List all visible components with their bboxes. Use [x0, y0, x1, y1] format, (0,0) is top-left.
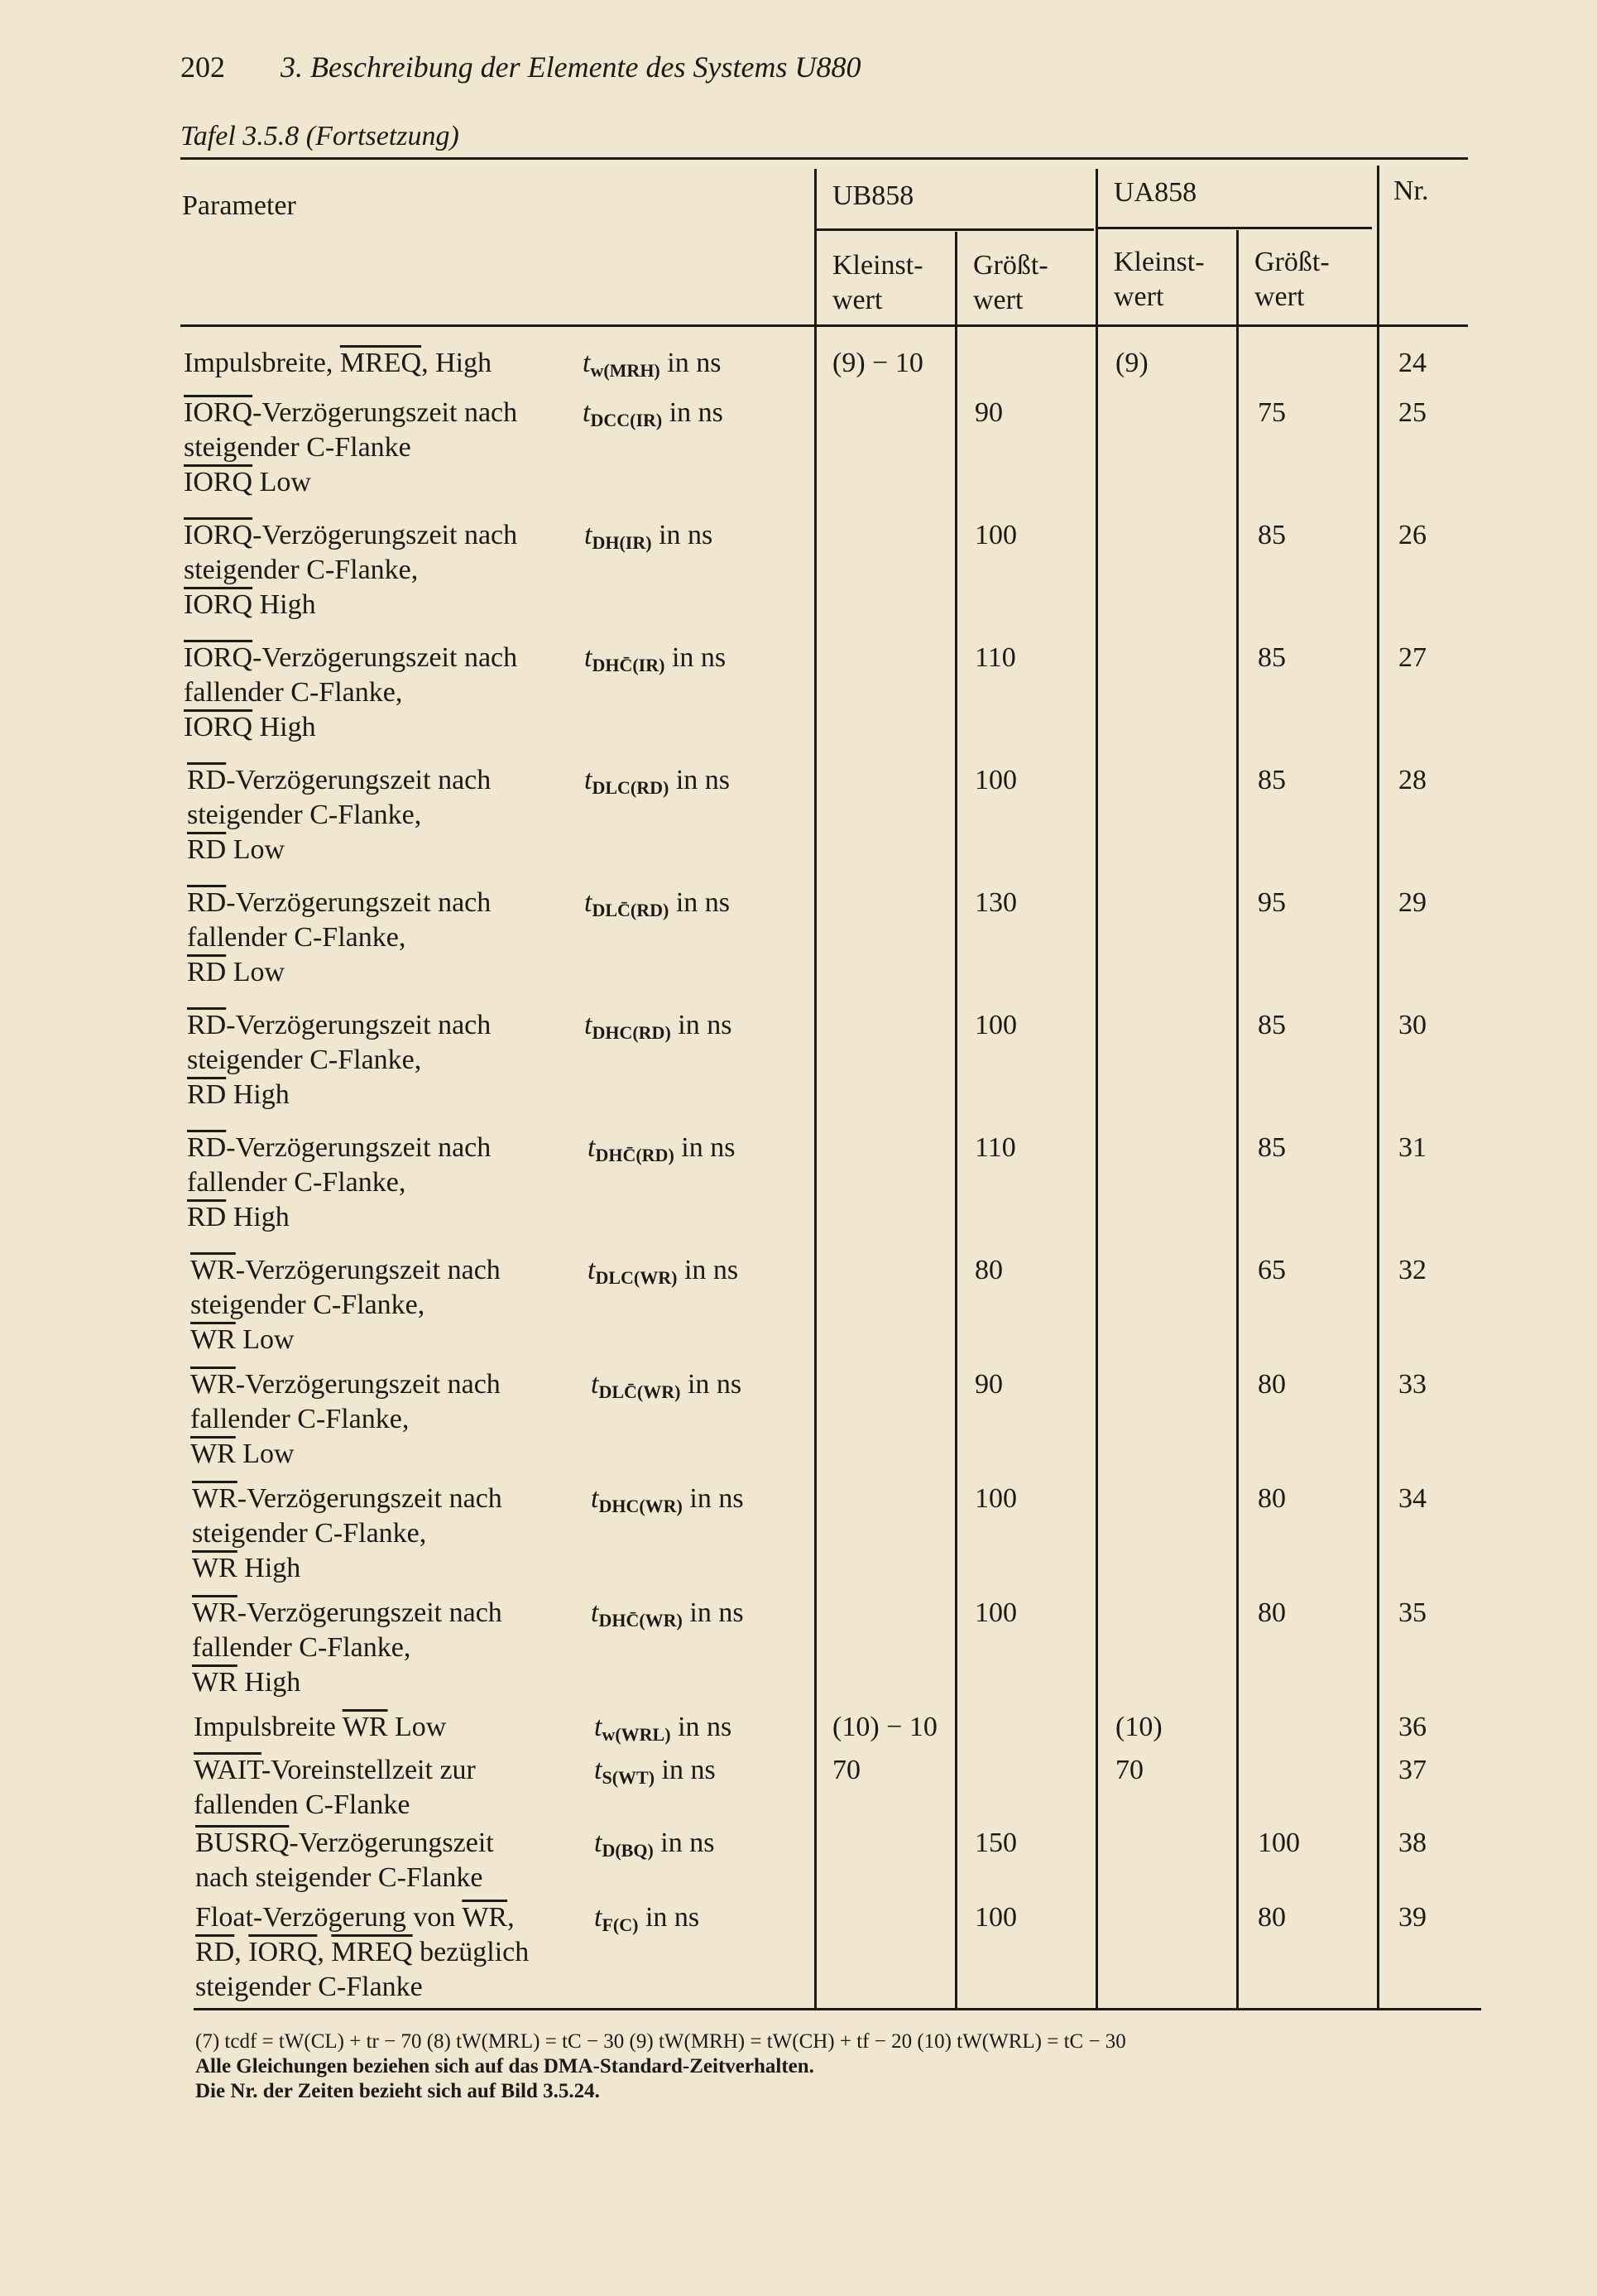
symbol-subscript: F(C): [602, 1914, 639, 1935]
parameter-line: $\overline{RD}$-Verzögerungszeit nach: [187, 1010, 492, 1040]
symbol-subscript: DCC(IR): [590, 410, 663, 430]
parameter-cell: [194, 1710, 446, 1745]
max-line1: Größt-: [1254, 247, 1330, 277]
vrule-ua-max-left: [1236, 230, 1239, 2008]
vrule-ua-min-left: [1096, 169, 1098, 2008]
parameter-line: nach steigender C-Flanke: [195, 1862, 483, 1893]
row-number: 31: [1398, 1132, 1427, 1163]
unit: in ns: [638, 1902, 700, 1933]
signal-name: $\overline{RD}$: [187, 887, 227, 918]
ua-max-value: 85: [1258, 642, 1286, 673]
unit: in ns: [664, 642, 727, 673]
parameter-line: $\overline{RD}$ Low: [187, 834, 285, 865]
parameter-line: $\overline{RD}$ High: [187, 1202, 290, 1232]
symbol-cell: [591, 1482, 744, 1524]
symbol-cell: [583, 346, 721, 388]
symbol-subscript: D(BQ): [602, 1840, 654, 1861]
parameter-line: $\overline{WR}$-Verzögerungszeit nach: [192, 1597, 502, 1628]
unit: in ns: [682, 1483, 744, 1514]
ub-max-value: 130: [975, 887, 1017, 918]
unit: in ns: [659, 348, 722, 378]
parameter-line: $\overline{WR}$-Verzögerungszeit nach: [190, 1369, 501, 1400]
ub-max-value: 100: [975, 1902, 1017, 1933]
row-number: 27: [1398, 642, 1427, 673]
ua-max-value: 65: [1258, 1255, 1286, 1285]
parameter-cell: [190, 1367, 501, 1472]
symbol-cell: [591, 1367, 741, 1410]
parameter-line: fallender C-Flanke,: [184, 677, 403, 708]
footnote-equations: (7) tcdf = tW(CL) + tr − 70 (8) tW(MRL) = tC − 30 (9) tW(MRH) = tW(CH) + tf − 20 (10) tW(WRL) = tC − 30: [195, 2030, 1126, 2053]
signal-name: $\overline{WR}$: [192, 1667, 237, 1698]
parameter-line: fallender C-Flanke,: [187, 1167, 406, 1198]
symbol-cell: [594, 1826, 714, 1868]
symbol-subscript: DLC(RD): [592, 777, 669, 798]
col-header-ub858: UB858: [832, 180, 914, 211]
parameter-line: steigender C-Flanke: [184, 432, 411, 463]
ub-max-value: 80: [975, 1255, 1003, 1285]
unit: in ns: [680, 1369, 742, 1400]
symbol-cell: [584, 763, 730, 805]
ub-max-value: 90: [975, 1369, 1003, 1400]
footnote-dma: Alle Gleichungen beziehen sich auf das DMA-Standard-Zeitverhalten.: [195, 2055, 814, 2077]
unit: in ns: [674, 1132, 736, 1163]
parameter-cell: [187, 1008, 491, 1112]
ua-max-value: 85: [1258, 520, 1286, 550]
parameter-line: $\overline{WR}$ Low: [190, 1439, 295, 1469]
symbol-cell: [584, 641, 726, 683]
signal-name: $\overline{RD}$: [187, 1079, 227, 1110]
signal-name: IORQ: [184, 712, 253, 742]
col-header-ua-max: [1254, 245, 1330, 315]
parameter-line: steigender C-Flanke,: [184, 555, 419, 585]
ub-min-value: 70: [832, 1755, 861, 1785]
parameter-line: fallender C-Flanke,: [192, 1632, 411, 1663]
signal-name: $\overline{WR}$: [192, 1483, 237, 1514]
signal-name: $\overline{RD}$: [187, 957, 227, 987]
parameter-cell: [184, 641, 517, 745]
parameter-line: $\overline{WR}$ High: [192, 1667, 301, 1698]
ub-min-value: (9) − 10: [832, 348, 923, 378]
col-header-ua-min: [1114, 245, 1205, 315]
symbol-cell: [584, 886, 730, 928]
row-number: 30: [1398, 1010, 1427, 1040]
ua-max-value: 80: [1258, 1597, 1286, 1628]
parameter-line: $\overline{RD}$-Verzögerungszeit nach: [187, 1132, 492, 1163]
signal-name: MREQ: [331, 1937, 413, 1967]
unit: in ns: [651, 520, 713, 550]
parameter-cell: [187, 886, 491, 990]
ua-min-value: (9): [1115, 348, 1149, 378]
signal-name: $\overline{WR}$: [190, 1369, 236, 1400]
unit: in ns: [677, 1255, 739, 1285]
table-caption: Tafel 3.5.8 (Fortsetzung): [180, 121, 459, 151]
signal-name: $\overline{WR}$: [190, 1439, 236, 1469]
signal-name: IORQ: [184, 642, 253, 673]
parameter-line: IORQ Low: [184, 467, 311, 497]
symbol-cell: [594, 1710, 731, 1752]
parameter-line: steigender C-Flanke,: [187, 1045, 422, 1075]
footnotes: [195, 2029, 1126, 2104]
symbol-subscript: DHC̄(RD): [595, 1145, 674, 1165]
symbol-subscript: DHC̄(IR): [592, 655, 665, 675]
signal-name: $\overline{WR}$: [190, 1255, 236, 1285]
row-number: 37: [1398, 1755, 1427, 1785]
ub-max-value: 100: [975, 1010, 1017, 1040]
signal-name: $\overline{WR}$: [192, 1553, 237, 1583]
signal-name: $\overline{RD}$: [187, 1010, 227, 1040]
symbol-subscript: DLC̄(WR): [598, 1381, 681, 1402]
max-line1: Größt-: [973, 250, 1048, 281]
parameter-cell: [187, 1131, 491, 1235]
parameter-cell: [184, 518, 517, 622]
signal-name: $\overline{RD}$: [187, 1132, 227, 1163]
row-number: 28: [1398, 765, 1427, 795]
parameter-cell: [190, 1253, 501, 1357]
ua-max-value: 80: [1258, 1369, 1286, 1400]
parameter-line: BUSRQ-Verzögerungszeit: [195, 1828, 494, 1858]
vrule-nr-left: [1377, 166, 1379, 2008]
bottom-rule: [194, 2008, 1481, 2010]
row-number: 32: [1398, 1255, 1427, 1285]
ub-max-value: 110: [975, 1132, 1016, 1163]
symbol: $t_{D(BQ)}$: [594, 1828, 654, 1861]
ub-max-value: 100: [975, 520, 1017, 550]
symbol: $t_{DHC̄(RD)}$: [587, 1132, 674, 1165]
parameter-cell: [195, 1826, 494, 1895]
symbol-cell: [583, 396, 723, 438]
signal-name: $\overline{WR}$: [190, 1324, 236, 1355]
chapter-title: 3. Beschreibung der Elemente des Systems U880: [281, 50, 861, 84]
min-line1: Kleinst-: [1114, 247, 1205, 277]
parameter-line: steigender C-Flanke,: [187, 800, 422, 830]
ua-max-value: 80: [1258, 1902, 1286, 1933]
unit: in ns: [662, 397, 723, 428]
top-rule: [180, 157, 1468, 160]
parameter-line: steigender C-Flanke,: [192, 1518, 427, 1549]
col-header-parameter: Parameter: [182, 190, 296, 221]
symbol-cell: [594, 1900, 699, 1943]
signal-name: IORQ: [184, 589, 253, 620]
symbol-cell: [584, 518, 712, 560]
symbol: $t_{DHC(RD)}$: [584, 1010, 671, 1043]
row-number: 38: [1398, 1828, 1427, 1858]
unit: in ns: [670, 1712, 732, 1742]
parameter-line: IORQ High: [184, 589, 316, 620]
row-number: 36: [1398, 1712, 1427, 1742]
symbol: $t_{w(WRL)}$: [594, 1712, 671, 1745]
symbol: $t_{DHC̄(IR)}$: [584, 642, 665, 675]
symbol-subscript: DHC(RD): [592, 1022, 671, 1043]
symbol: $t_{DLC(RD)}$: [584, 765, 669, 798]
ua-max-value: 85: [1258, 1010, 1286, 1040]
footnote-reference: Die Nr. der Zeiten bezieht sich auf Bild 3.5.24.: [195, 2080, 600, 2102]
signal-name: $\overline{WR}$: [342, 1712, 388, 1742]
row-number: 24: [1398, 348, 1427, 378]
symbol-subscript: S(WT): [602, 1767, 655, 1788]
parameter-line: IORQ High: [184, 712, 316, 742]
ua-max-value: 95: [1258, 887, 1286, 918]
parameter-line: $\overline{WR}$ Low: [190, 1324, 295, 1355]
signal-name: $\overline{RD}$: [187, 834, 227, 865]
symbol: $t_{DLC̄(RD)}$: [584, 887, 669, 920]
parameter-line: steigender C-Flanke: [195, 1972, 423, 2002]
parameter-cell: [194, 1753, 476, 1823]
symbol-subscript: DH(IR): [592, 532, 652, 553]
signal-name: $\overline{RD}$: [187, 1202, 227, 1232]
parameter-line: Float-Verzögerung von $\overline{WR}$,: [195, 1902, 515, 1933]
symbol-cell: [584, 1008, 731, 1050]
parameter-line: $\overline{WR}$-Verzögerungszeit nach: [192, 1483, 502, 1514]
parameter-line: WAIT-Voreinstellzeit zur: [194, 1755, 476, 1785]
symbol: $t_{F(C)}$: [594, 1902, 639, 1935]
signal-name: IORQ: [184, 520, 253, 550]
col-header-ua858: UA858: [1114, 177, 1197, 208]
running-head: [180, 50, 861, 84]
symbol: $t_{w(MRH)}$: [583, 348, 660, 381]
min-line2: wert: [832, 285, 883, 315]
parameter-line: fallender C-Flanke,: [190, 1404, 410, 1434]
parameter-line: $\overline{RD}$ Low: [187, 957, 285, 987]
vrule-ub-min-left: [814, 169, 817, 2008]
unit: in ns: [655, 1755, 716, 1785]
ub-max-value: 100: [975, 1597, 1017, 1628]
parameter-line: IORQ-Verzögerungszeit nach: [184, 520, 518, 550]
symbol: $t_{DHC̄(WR)}$: [591, 1597, 683, 1631]
signal-name: $\overline{WR}$: [462, 1902, 508, 1933]
parameter-cell: [192, 1482, 502, 1586]
symbol-subscript: DHC̄(WR): [598, 1610, 683, 1631]
vrule-ub-max-left: [955, 232, 957, 2008]
parameter-cell: [187, 763, 491, 867]
symbol: $t_{DLC̄(WR)}$: [591, 1369, 681, 1402]
parameter-cell: [184, 396, 517, 500]
col-header-ub-max: [973, 248, 1048, 318]
symbol-subscript: DLC(WR): [595, 1267, 678, 1288]
row-number: 39: [1398, 1902, 1427, 1933]
min-line2: wert: [1114, 281, 1164, 312]
row-number: 25: [1398, 397, 1427, 428]
row-number: 35: [1398, 1597, 1427, 1628]
ua-max-value: 80: [1258, 1483, 1286, 1514]
col-header-ub-min: [832, 248, 923, 318]
symbol-subscript: w(WRL): [602, 1724, 671, 1745]
col-header-nr: Nr.: [1393, 175, 1429, 206]
row-number: 26: [1398, 520, 1427, 550]
parameter-line: $\overline{RD}$-Verzögerungszeit nach: [187, 765, 492, 795]
signal-name: BUSRQ: [195, 1828, 290, 1858]
symbol-cell: [587, 1253, 738, 1295]
ua-max-value: 85: [1258, 1132, 1286, 1163]
group-rule-ua858: [1097, 227, 1372, 229]
parameter-line: Impulsbreite $\overline{WR}$ Low: [194, 1712, 447, 1742]
row-number: 33: [1398, 1369, 1427, 1400]
symbol: $t_{DHC(WR)}$: [591, 1483, 683, 1516]
ub-max-value: 110: [975, 642, 1016, 673]
ua-min-value: (10): [1115, 1712, 1163, 1742]
row-number: 29: [1398, 887, 1427, 918]
unit: in ns: [653, 1828, 715, 1858]
ua-max-value: 85: [1258, 765, 1286, 795]
ub-max-value: 100: [975, 1483, 1017, 1514]
parameter-cell: [192, 1596, 502, 1700]
symbol-subscript: DLC̄(RD): [592, 900, 669, 920]
symbol-cell: [587, 1131, 735, 1173]
parameter-line: $\overline{WR}$ High: [192, 1553, 301, 1583]
parameter-line: IORQ-Verzögerungszeit nach: [184, 642, 518, 673]
parameter-line: $\overline{RD}$ High: [187, 1079, 290, 1110]
symbol: $t_{S(WT)}$: [594, 1755, 655, 1788]
symbol: $t_{DH(IR)}$: [584, 520, 652, 553]
signal-name: $\overline{WR}$: [192, 1597, 237, 1628]
max-line2: wert: [1254, 281, 1305, 312]
signal-name: IORQ: [184, 397, 253, 428]
ua-min-value: 70: [1115, 1755, 1144, 1785]
parameter-line: IORQ-Verzögerungszeit nach: [184, 397, 518, 428]
unit: in ns: [682, 1597, 744, 1628]
symbol-cell: [594, 1753, 716, 1795]
ub-max-value: 90: [975, 397, 1003, 428]
parameter-line: fallender C-Flanke,: [187, 922, 406, 953]
symbol: $t_{DLC(WR)}$: [587, 1255, 678, 1288]
row-number: 34: [1398, 1483, 1427, 1514]
unit: in ns: [669, 765, 731, 795]
ub-max-value: 150: [975, 1828, 1017, 1858]
ub-max-value: 100: [975, 765, 1017, 795]
ua-max-value: 100: [1258, 1828, 1300, 1858]
parameter-line: steigender C-Flanke,: [190, 1290, 425, 1320]
unit: in ns: [670, 1010, 732, 1040]
parameter-line: $\overline{WR}$-Verzögerungszeit nach: [190, 1255, 501, 1285]
symbol: $t_{DCC(IR)}$: [583, 397, 663, 430]
parameter-line: fallenden C-Flanke: [194, 1789, 410, 1820]
parameter-line: $\overline{RD}$, IORQ, MREQ bezüglich: [195, 1937, 530, 1967]
parameter-cell: [184, 346, 492, 381]
signal-name: MREQ: [339, 348, 422, 378]
ub-min-value: (10) − 10: [832, 1712, 938, 1742]
header-bottom-rule: [180, 324, 1468, 327]
symbol-cell: [591, 1596, 744, 1638]
signal-name: IORQ: [248, 1937, 318, 1967]
max-line2: wert: [973, 285, 1024, 315]
parameter-line: $\overline{RD}$-Verzögerungszeit nach: [187, 887, 492, 918]
parameter-line: Impulsbreite, MREQ, High: [184, 348, 492, 378]
symbol-subscript: w(MRH): [590, 360, 660, 381]
parameter-cell: [195, 1900, 529, 2005]
min-line1: Kleinst-: [832, 250, 923, 281]
symbol-subscript: DHC(WR): [598, 1496, 683, 1516]
signal-name: WAIT: [194, 1755, 261, 1785]
group-rule-ub858: [816, 228, 1094, 231]
signal-name: $\overline{RD}$: [187, 765, 227, 795]
signal-name: $\overline{RD}$: [195, 1937, 235, 1967]
page-number: 202: [180, 50, 225, 84]
signal-name: IORQ: [184, 467, 253, 497]
unit: in ns: [669, 887, 731, 918]
ua-max-value: 75: [1258, 397, 1286, 428]
